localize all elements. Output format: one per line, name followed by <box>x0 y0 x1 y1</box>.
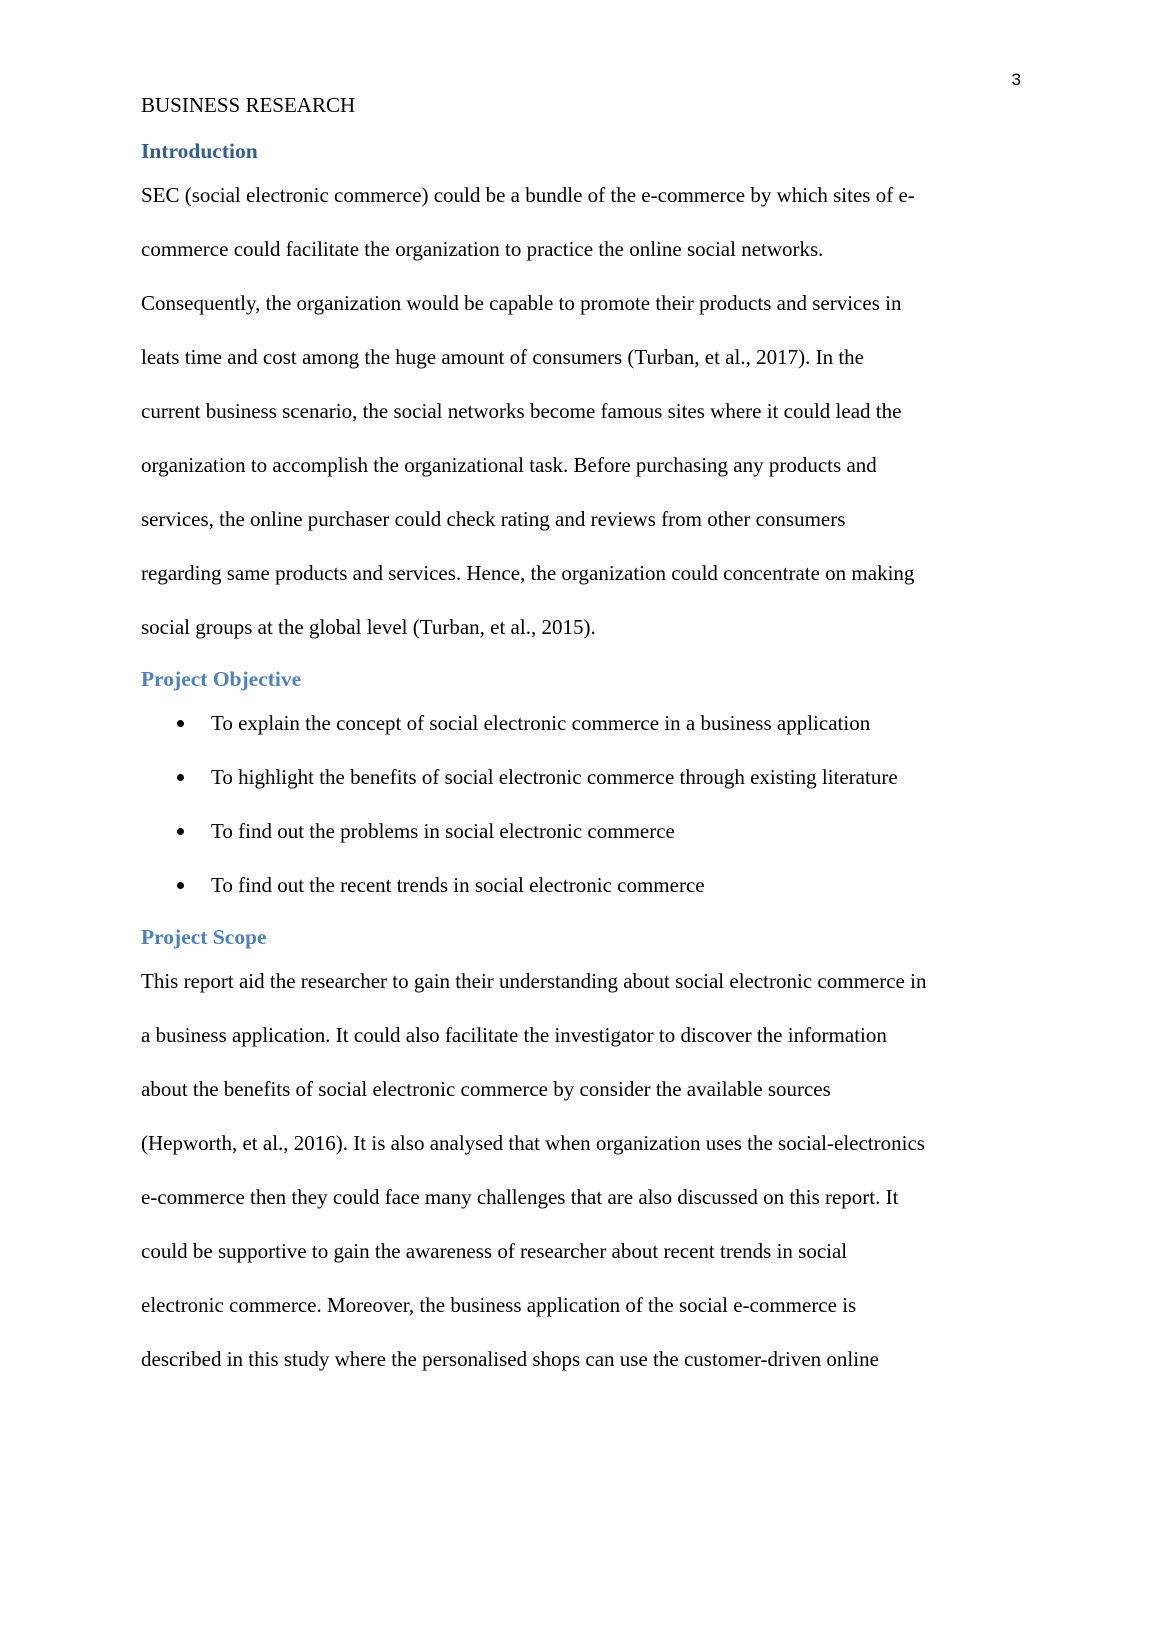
objective-list-item <box>141 858 1026 912</box>
paragraph-line: (Hepworth, et al., 2016). It is also analysed that when organization uses the social-electronics <box>141 1131 925 1155</box>
paragraph-line: Consequently, the organization would be capable to promote their products and services in <box>141 291 902 315</box>
objective-text: To explain the concept of social electronic commerce in a business application <box>211 711 871 735</box>
page-number: 3 <box>1011 70 1021 89</box>
paragraph-line: This report aid the researcher to gain their understanding about social electronic commerce in <box>141 969 927 993</box>
project-objective-heading: Project Objective <box>141 667 302 691</box>
introduction-paragraph <box>141 168 1026 654</box>
paragraph-line: regarding same products and services. Hence, the organization could concentrate on making <box>141 561 915 585</box>
bullet-icon <box>177 882 184 889</box>
scope-paragraph <box>141 954 1026 1386</box>
paragraph-line: commerce could facilitate the organization to practice the online social networks. <box>141 237 824 261</box>
paragraph-line: social groups at the global level (Turban, et al., 2015). <box>141 615 596 639</box>
paragraph-line: described in this study where the personalised shops can use the customer-driven online <box>141 1347 879 1371</box>
paragraph-line: SEC (social electronic commerce) could be a bundle of the e-commerce by which sites of e- <box>141 183 915 207</box>
document-body <box>141 90 1026 1386</box>
paragraph-line: electronic commerce. Moreover, the business application of the social e-commerce is <box>141 1293 857 1317</box>
project-scope-heading: Project Scope <box>141 925 267 949</box>
paragraph-line: e-commerce then they could face many challenges that are also discussed on this report. It <box>141 1185 899 1209</box>
bullet-icon <box>177 828 184 835</box>
introduction-heading: Introduction <box>141 139 258 163</box>
bullet-icon <box>177 720 184 727</box>
objective-list-item <box>141 804 1026 858</box>
objective-text: To find out the problems in social electronic commerce <box>211 819 675 843</box>
paragraph-line: current business scenario, the social networks become famous sites where it could lead the <box>141 399 902 423</box>
paragraph-line: could be supportive to gain the awareness of researcher about recent trends in social <box>141 1239 848 1263</box>
objective-list <box>141 696 1026 912</box>
objective-text: To find out the recent trends in social electronic commerce <box>211 873 705 897</box>
paragraph-line: organization to accomplish the organizational task. Before purchasing any products and <box>141 453 877 477</box>
objective-list-item <box>141 696 1026 750</box>
running-head: BUSINESS RESEARCH <box>141 93 356 117</box>
bullet-icon <box>177 774 184 781</box>
objective-list-item <box>141 750 1026 804</box>
paragraph-line: about the benefits of social electronic commerce by consider the available sources <box>141 1077 831 1101</box>
paragraph-line: a business application. It could also facilitate the investigator to discover the information <box>141 1023 887 1047</box>
paragraph-line: leats time and cost among the huge amount of consumers (Turban, et al., 2017). In the <box>141 345 864 369</box>
objective-text: To highlight the benefits of social electronic commerce through existing literature <box>211 765 898 789</box>
paragraph-line: services, the online purchaser could check rating and reviews from other consumers <box>141 507 846 531</box>
